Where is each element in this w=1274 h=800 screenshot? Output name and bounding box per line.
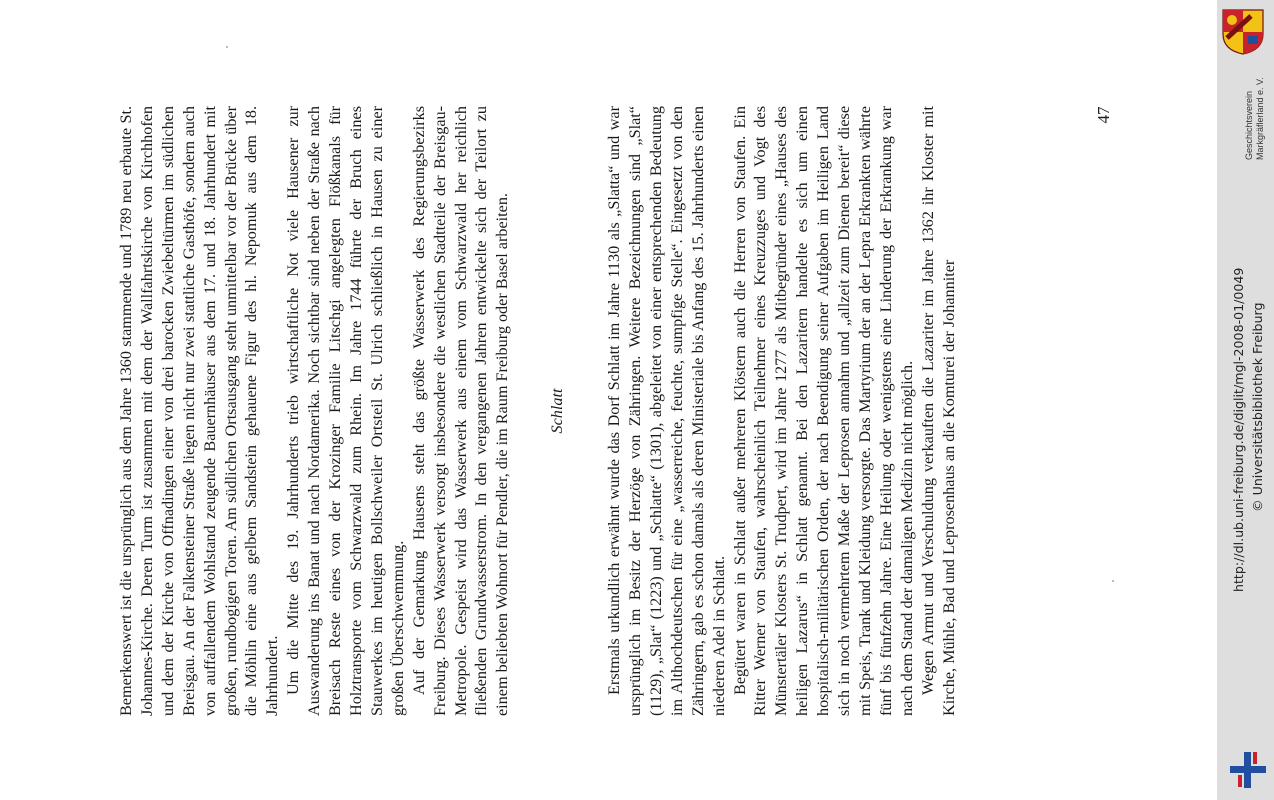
club-name-line1: Geschichtsverein (1244, 90, 1254, 160)
section-paragraph-3: Wegen Armut und Verschuldung verkauften die Lazariter im Jahre 1362 ihr Kloster mit Kirche, Mühle, Bad und Leprosenhaus an die Komturei der Johanniter (918, 106, 958, 716)
page-body (116, 106, 1066, 716)
ub-freiburg-logo-icon (1228, 750, 1268, 790)
permalink-url[interactable]: http://dl.ub.uni-freiburg.de/diglit/mgl-2008-01/0049 (1231, 267, 1246, 592)
club-name (1244, 40, 1265, 160)
club-name-line2: Markgräflerland e. V. (1254, 77, 1265, 160)
section-title: Schlatt (548, 388, 567, 434)
paragraph-1: Bemerkenswert ist die ursprünglich aus dem Jahre 1360 stammende und 1789 neu erbaute St. Johannes-Kirche. Deren Turm ist zusammen mit dem der Wallfahrtskirche von Kirchhofen und dem der Kirche von Offnadingen einer von drei barocken Zwiebeltürmen im südlichen Breisgau. An der Falkensteiner Straße liegen nicht nur zwei stattliche Gasthöfe, sondern auch von auffallendem Wohlstand zeugende Bauernhäuser aus dem 17. und 18. Jahrhundert mit großen, rundbogigen Toren. Am südlichen Ortsausgang steht unmittelbar vor der Brücke über die Möhlin eine aus gelbem Sandstein gehauene Figur des hl. Nepomuk aus dem 18. Jahrhundert. (117, 106, 282, 716)
paragraph-3: Auf der Gemarkung Hausens steht das größte Wasserwerk des Regierungsbezirks Freiburg. Dieses Wasserwerk versorgt insbesondere die westlichen Stadtteile der Breisgau-Metropole. Gespeist wird das Wasserwerk aus einem vom Schwarzwald her reichlich fließenden Grundwasserstrom. In den vergangenen Jahren entwickelte sich der Teilort zu einem beliebten Wohnort für Pendler, die im Raum Freiburg oder Basel arbeiten. (409, 106, 512, 716)
section-paragraph-1: Erstmals urkundlich erwähnt wurde das Dorf Schlatt im Jahre 1130 als „Slatta“ und war ursprünglich im Besitz der Herzöge von Zähringen. Weitere Bezeichnungen sind „Slat“ (1129), „Slat“ (1223) und „Schlatte“ (1301), abgeleitet von einer entsprechenden Bedeutung im Althochdeutschen für eine „wasserreiche, feuchte, sumpfige Stelle“. Eingesetzt von den Zähringern, gab es schon damals als deren Ministeriale bis Anfang des 15. Jahrhunderts einen niederen Adel in Schlatt. (605, 106, 728, 716)
paragraph-2: Um die Mitte des 19. Jahrhunderts trieb wirtschaftliche Not viele Hausener zur Auswanderung ins Banat und nach Nordamerika. Noch sichtbar sind neben der Straße nach Breisach Reste eines von der Krozinger Familie Litschgi angelegten Flößkanals für Holztransporte vom Schwarzwald zum Rhein. Im Jahre 1744 führte der Bruch eines Stauwerkes im heutigen Bollschweiler Ortsteil St. Ulrich schließlich in Hausen zu einer großen Überschwemmung. (284, 106, 407, 716)
copyright-notice: © Universitätsbibliothek Freiburg (1250, 302, 1265, 512)
page-number: 47 (1094, 106, 1113, 124)
scan-speck (1112, 580, 1114, 582)
scan-speck (226, 46, 228, 48)
section-paragraph-2: Begütert waren in Schlatt außer mehreren Klöstern auch die Herren von Staufen. Ein Ritter Werner von Staufen, wahrscheinlich Teilnehmer eines Kreuzzuges und Vogt des Münstertäler Klosters St. Trudpert, wird im Jahre 1277 als Mitbegründer eines „Hauses des heiligen Lazarus“ in Schlatt genannt. Bei den Lazaritern handelte es sich um einen hospitalisch-militärischen Orden, der nach Beendigung seiner Aufgaben im Heiligen Land sich in noch vermehrtem Maße der Leprosen annahm und „allzeit zum Dienen bereit“ diese mit Speis, Trank und Kleidung versorgte. Das Martyrium der an der Lepra Erkrankten währte fünf bis fünfzehn Jahre. Eine Heilung oder wenigstens eine Linderung der Erkrankung war nach dem Stand der damaligen Medizin nicht möglich. (730, 106, 916, 716)
